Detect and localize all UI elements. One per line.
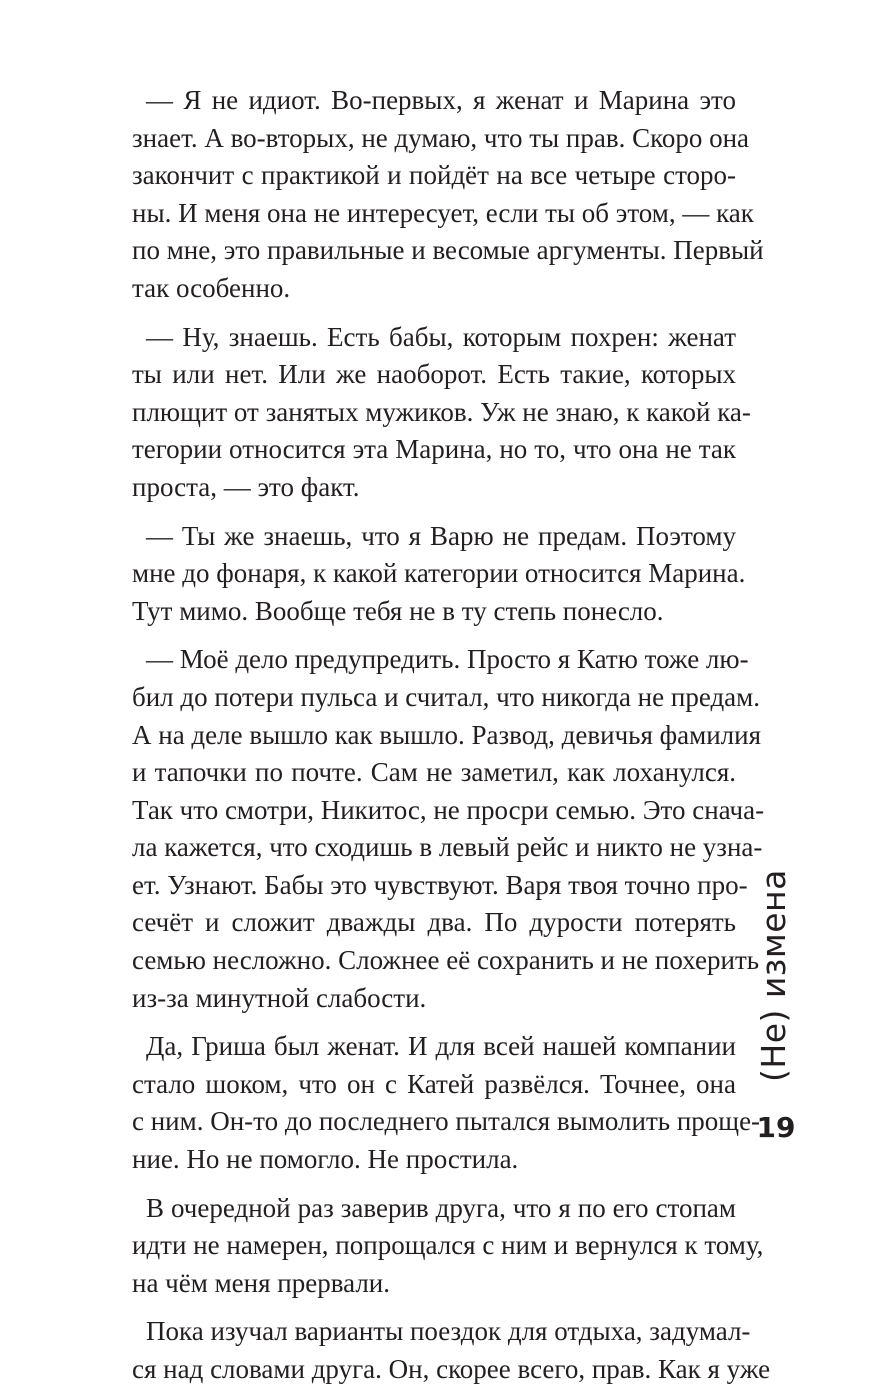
text-line: тегории относится эта Марина, но то, что она не так	[132, 434, 736, 465]
paragraph-1	[132, 82, 764, 308]
text-line: А на деле вышло как вышло. Развод, девичья фамилия	[132, 719, 762, 750]
page-body	[132, 82, 771, 1389]
running-title: (Не) измена	[754, 869, 793, 1082]
text-line: стало шоком, что он с Катей развёлся. Точнее, она	[132, 1068, 736, 1099]
text-line: Да, Гриша был женат. И для всей нашей компании	[146, 1031, 736, 1062]
text-line: плющит от занятых мужиков. Уж не знаю, к какой ка-	[132, 396, 751, 427]
text-line: так особенно.	[132, 272, 291, 303]
text-line: — Ну, знаешь. Есть бабы, которым похрен: женат	[146, 321, 736, 352]
text-line: мне до фонаря, к какой категории относится Марина.	[132, 558, 746, 589]
paragraph-3	[132, 518, 746, 631]
text-line: семью несложно. Сложнее её сохранить и не похерить	[132, 945, 760, 976]
text-line: идти не намерен, попрощался с ним и вернулся к тому,	[132, 1230, 764, 1261]
text-line: знает. А во-вторых, не думаю, что ты прав. Скоро она	[132, 122, 750, 153]
text-line: сечёт и сложит дважды два. По дурости потерять	[132, 907, 736, 938]
text-line: Тут мимо. Вообще тебя не в ту степь понесло.	[132, 595, 664, 626]
text-line: ние. Но не помогло. Не простила.	[132, 1144, 519, 1175]
text-line: проста, — это факт.	[132, 471, 360, 502]
text-line: и тапочки по почте. Сам не заметил, как лоханулся.	[132, 757, 736, 788]
text-line: ны. И меня она не интересует, если ты об этом, — как	[132, 197, 754, 228]
text-line: ет. Узнают. Бабы это чувствуют. Варя твоя точно про-	[132, 869, 748, 900]
paragraph-6	[132, 1190, 764, 1303]
text-line: ла кажется, что сходишь в левый рейс и никто не узна-	[132, 832, 763, 863]
paragraph-4	[132, 641, 765, 1017]
text-line: — Ты же знаешь, что я Варю не предам. Поэтому	[146, 520, 736, 551]
text-line: закончит с практикой и пойдёт на все четыре сторо-	[132, 160, 736, 191]
text-line: ся над словами друга. Он, скорее всего, прав. Как я уже	[132, 1354, 771, 1384]
text-line: бил до потери пульса и считал, что никогда не предам.	[132, 681, 761, 712]
text-line: Пока изучал варианты поездок для отдыха, задумал-	[146, 1316, 751, 1347]
paragraph-5	[132, 1028, 761, 1178]
text-line: на чём меня прервали.	[132, 1267, 390, 1298]
text-line: с ним. Он-то до последнего пытался вымолить проще-	[132, 1106, 761, 1137]
text-line: Так что смотри, Никитос, не просри семью. Это снача-	[132, 794, 765, 825]
text-line: В очередной раз заверив друга, что я по его стопам	[146, 1192, 736, 1223]
text-line: — Я не идиот. Во-первых, я женат и Марина это	[146, 85, 736, 115]
paragraph-7	[132, 1313, 771, 1388]
page-number: 19	[756, 1111, 796, 1144]
text-line: ты или нет. Или же наоборот. Есть такие, которых	[132, 359, 736, 390]
text-line: из-за минутной слабости.	[132, 982, 427, 1013]
text-line: — Моё дело предупредить. Просто я Катю тоже лю-	[146, 644, 749, 675]
paragraph-2	[132, 319, 751, 507]
text-line: по мне, это правильные и весомые аргументы. Первый	[132, 235, 764, 266]
